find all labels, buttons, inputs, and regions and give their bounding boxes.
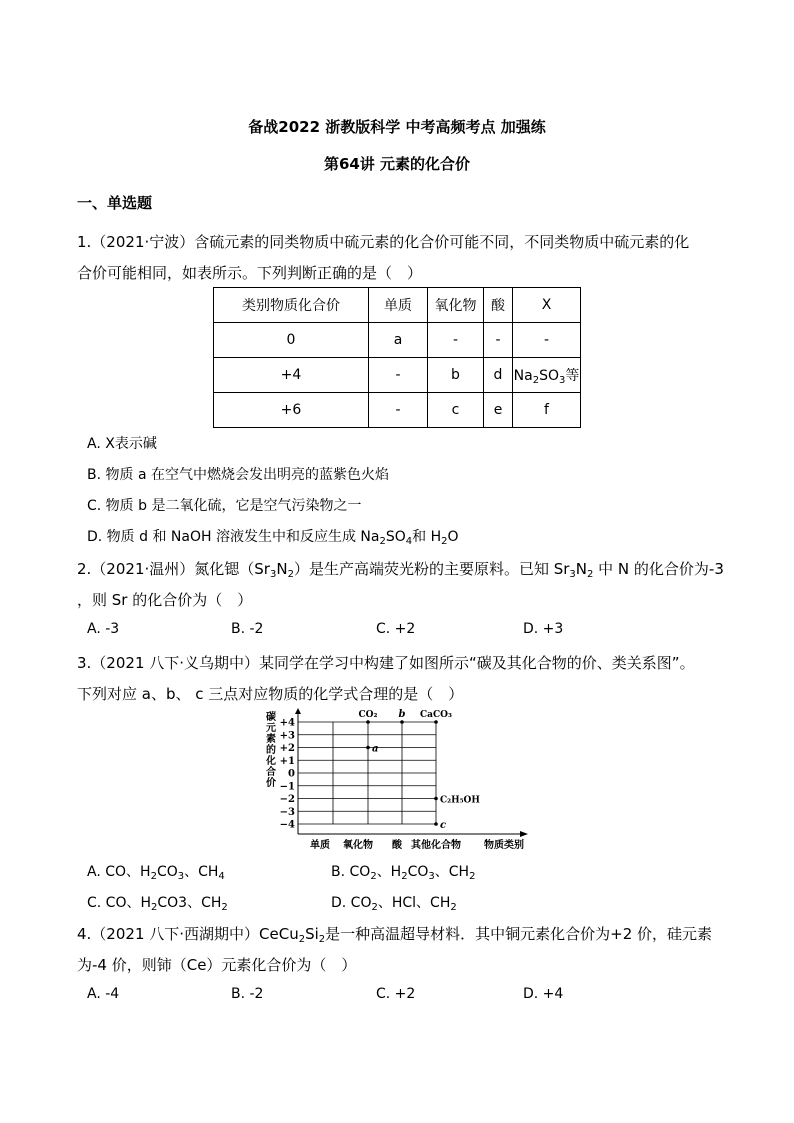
table-header-cell: 氧化物 — [428, 288, 484, 323]
q1-option-b[interactable]: B. 物质 a 在空气中燃烧会发出明亮的蓝紫色火焰 — [87, 467, 389, 483]
q4-option-d[interactable]: D. +4 — [523, 986, 564, 1002]
svg-text:化: 化 — [266, 756, 276, 767]
q1-stem-line2: 合价可能相同，如表所示。下列判断正确的是（ ） — [77, 264, 423, 282]
data-point — [434, 797, 438, 801]
document-subtitle: 第64讲 元素的化合价 — [323, 155, 471, 173]
data-point-label: CaCO₃ — [420, 710, 452, 720]
q1-option-a[interactable]: A. X表示碱 — [87, 436, 157, 452]
q4-stem-line1: 4.（2021 八下·西湖期中）$CeCu_2Si_2$是一种高温超导材料．其中铜元素化合价为+2 价，硅元素 — [77, 925, 713, 945]
y-tick-label: +1 — [279, 755, 295, 767]
x-tick-label: 其他化合物 — [411, 840, 461, 851]
svg-text:碳: 碳 — [266, 712, 276, 723]
q3-stem-line2: 下列对应 a、b、 c 三点对应物质的化学式合理的是（ ） — [77, 685, 464, 703]
y-tick-label: −1 — [279, 781, 295, 793]
q2-option-c[interactable]: C. +2 — [376, 621, 416, 637]
svg-text:的: 的 — [266, 745, 276, 756]
y-tick-label: −4 — [279, 819, 295, 831]
q1-option-c[interactable]: C. 物质 b 是二氧化硫，它是空气污染物之一 — [87, 498, 362, 514]
q3-option-c[interactable]: C. CO、$H_2CO3$、$CH_2$ — [87, 895, 228, 913]
table-header-cell: 酸 — [484, 288, 513, 323]
table-row — [214, 393, 581, 428]
table-header-cell: 类别物质化合价 — [214, 288, 369, 323]
table-cell: - — [484, 323, 513, 358]
x-tick-label: 酸 — [392, 840, 402, 851]
q4-stem-line2: 为-4 价，则铈（Ce）元素化合价为（ ） — [77, 956, 357, 974]
y-tick-label: +3 — [279, 730, 295, 742]
table-cell-formula: $Na_2SO_3$等 — [513, 358, 581, 393]
q4-option-a[interactable]: A. -4 — [87, 986, 120, 1002]
table-header-row — [214, 288, 581, 323]
q4-option-c[interactable]: C. +2 — [376, 986, 416, 1002]
table-cell: - — [428, 323, 484, 358]
table-cell: - — [369, 358, 428, 393]
x-tick-label: 单质 — [310, 840, 330, 851]
y-axis-title — [265, 710, 276, 789]
svg-text:价: 价 — [266, 778, 276, 789]
table-header-cell: 单质 — [369, 288, 428, 323]
table-cell: f — [513, 393, 581, 428]
table-cell: +4 — [214, 358, 369, 393]
table-cell: b — [428, 358, 484, 393]
q3-option-b[interactable]: B. $CO_2$、$H_2CO_3$、$CH_2$ — [331, 864, 476, 882]
q2-stem-line2: ，则 Sr 的化合价为（ ） — [77, 591, 253, 609]
table-cell: - — [369, 393, 428, 428]
data-point-label: CO₂ — [358, 710, 378, 720]
y-tick-label: +4 — [279, 717, 295, 729]
data-point — [366, 746, 370, 750]
x-tick-label: 氧化物 — [343, 840, 373, 851]
y-tick-label: −2 — [279, 794, 295, 805]
table-cell: d — [484, 358, 513, 393]
table-row — [214, 323, 581, 358]
table-cell: - — [513, 323, 581, 358]
q2-option-b[interactable]: B. -2 — [231, 621, 264, 637]
x-axis-title: 物质类别 — [484, 840, 524, 851]
valence-table — [213, 287, 581, 428]
y-tick-label: 0 — [288, 768, 295, 780]
q1-option-d[interactable]: D. 物质 d 和 NaOH 溶液发生中和反应生成 $Na_2SO_4$和 $H_2O$ — [87, 529, 459, 547]
data-point — [366, 720, 370, 724]
table-cell: a — [369, 323, 428, 358]
data-point-label: a — [372, 743, 379, 755]
data-point-label: b — [398, 709, 406, 720]
y-tick-label: −3 — [279, 806, 295, 818]
q1-stem-line1: 1.（2021·宁波）含硫元素的同类物质中硫元素的化合价可能不同，不同类物质中硫元素的化 — [77, 233, 690, 251]
data-point-label: c — [440, 820, 447, 831]
table-cell: c — [428, 393, 484, 428]
q3-option-a[interactable]: A. CO、$H_2CO_3$、$CH_4$ — [87, 864, 225, 882]
section-heading: 一、单选题 — [77, 194, 153, 212]
valence-class-chart — [258, 706, 538, 854]
document-title: 备战2022 浙教版科学 中考高频考点 加强练 — [248, 118, 546, 136]
x-axis-arrow — [520, 831, 528, 837]
svg-text:合: 合 — [266, 767, 276, 778]
q2-stem-line1: 2.（2021·温州）氮化锶$(Sr_3N_2)$是生产高端荧光粉的主要原料。已知 $Sr_3N_2$ 中 N 的化合价为-3 — [77, 560, 724, 580]
q4-option-b[interactable]: B. -2 — [231, 986, 264, 1002]
q3-stem-line1: 3.（2021 八下·义乌期中）某同学在学习中构建了如图所示“碳及其化合物的价、类关系图”。 — [77, 654, 695, 672]
table-cell: e — [484, 393, 513, 428]
q2-option-d[interactable]: D. +3 — [523, 621, 564, 637]
data-point — [434, 720, 438, 724]
table-row — [214, 358, 581, 393]
y-tick-label: +2 — [279, 743, 295, 754]
table-cell: +6 — [214, 393, 369, 428]
q2-option-a[interactable]: A. -3 — [87, 621, 120, 637]
q3-option-d[interactable]: D. $CO_2$、HCl、$CH_2$ — [331, 895, 457, 913]
data-point-label: C₂H₅OH — [440, 795, 480, 806]
data-point — [400, 720, 404, 724]
svg-text:素: 素 — [266, 734, 276, 745]
data-point — [434, 822, 438, 826]
table-header-cell: X — [513, 288, 581, 323]
svg-text:元: 元 — [266, 723, 276, 734]
table-cell: 0 — [214, 323, 369, 358]
y-axis-arrow — [295, 708, 301, 714]
